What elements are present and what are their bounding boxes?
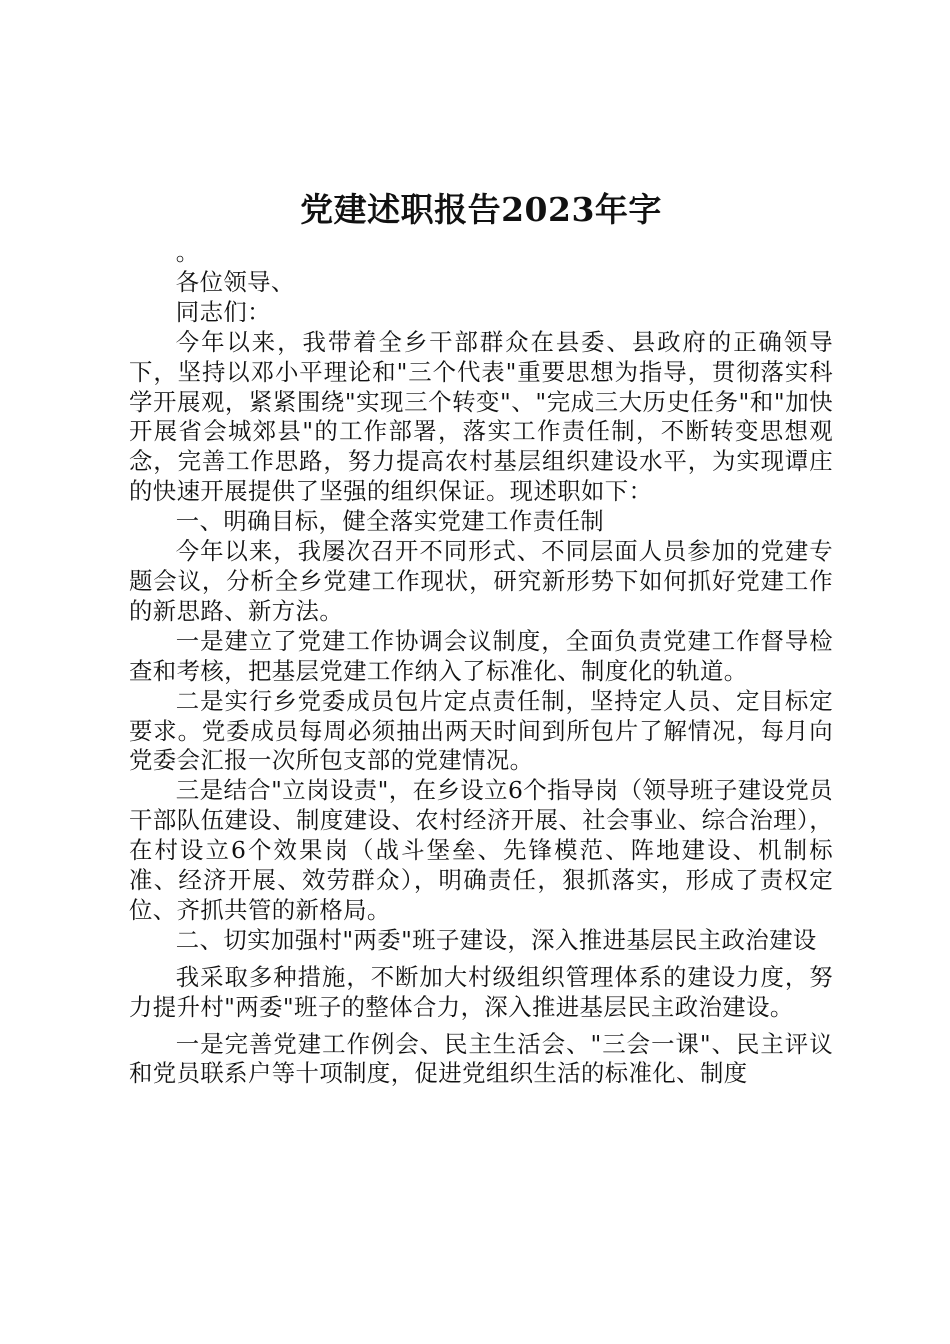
paragraph-point-3: 三是结合"立岗设责"，在乡设立6个指导岗（领导班子建设党员干部队伍建设、制度建设、农村经济开展、社会事业、综合治理），在村设立6个效果岗（战斗堡垒、先锋模范、阵地建设、机制标准、经济开展、效劳群众），明确责任，狠抓落实，形成了责权定位、齐抓共管的新格局。 — [129, 776, 833, 924]
salutation-comrades: 同志们： — [175, 297, 271, 326]
document-page — [129, 0, 833, 1344]
document-title: 党建述职报告2023年字 — [300, 190, 662, 229]
paragraph-intro: 今年以来，我带着全乡干部群众在县委、县政府的正确领导下，坚持以邓小平理论和"三个代表"重要思想为指导，贯彻落实科学开展观，紧紧围绕"实现三个转变"、"完成三大历史任务"和"加快开展省会城郊县"的工作部署，落实工作责任制，不断转变思想观念，完善工作思路，努力提高农村基层组织建设水平，为实现谭庄的快速开展提供了坚强的组织保证。现述职如下： — [129, 327, 833, 506]
section-heading-2: 二、切实加强村"两委"班子建设，深入推进基层民主政治建设 — [175, 925, 817, 954]
paragraph-section2-intro: 我采取多种措施，不断加大村级组织管理体系的建设力度，努力提升村"两委"班子的整体合力，深入推进基层民主政治建设。 — [129, 962, 833, 1021]
paragraph-section1-intro: 今年以来，我屡次召开不同形式、不同层面人员参加的党建专题会议，分析全乡党建工作现状，研究新形势下如何抓好党建工作的新思路、新方法。 — [129, 537, 833, 625]
paragraph-point-2: 二是实行乡党委成员包片定点责任制，坚持定人员、定目标定要求。党委成员每周必须抽出两天时间到所包片了解情况，每月向党委会汇报一次所包支部的党建情况。 — [129, 686, 833, 775]
section-heading-1: 一、明确目标，健全落实党建工作责任制 — [175, 507, 605, 536]
paragraph-period: 。 — [175, 238, 200, 266]
salutation-leaders: 各位领导、 — [175, 267, 295, 296]
paragraph-section2-point-1: 一是完善党建工作例会、民主生活会、"三会一课"、民主评议和党员联系户等十项制度，促进党组织生活的标准化、制度 — [129, 1029, 833, 1088]
document-body — [129, 238, 833, 1089]
paragraph-point-1: 一是建立了党建工作协调会议制度，全面负责党建工作督导检查和考核，把基层党建工作纳入了标准化、制度化的轨道。 — [129, 626, 833, 685]
